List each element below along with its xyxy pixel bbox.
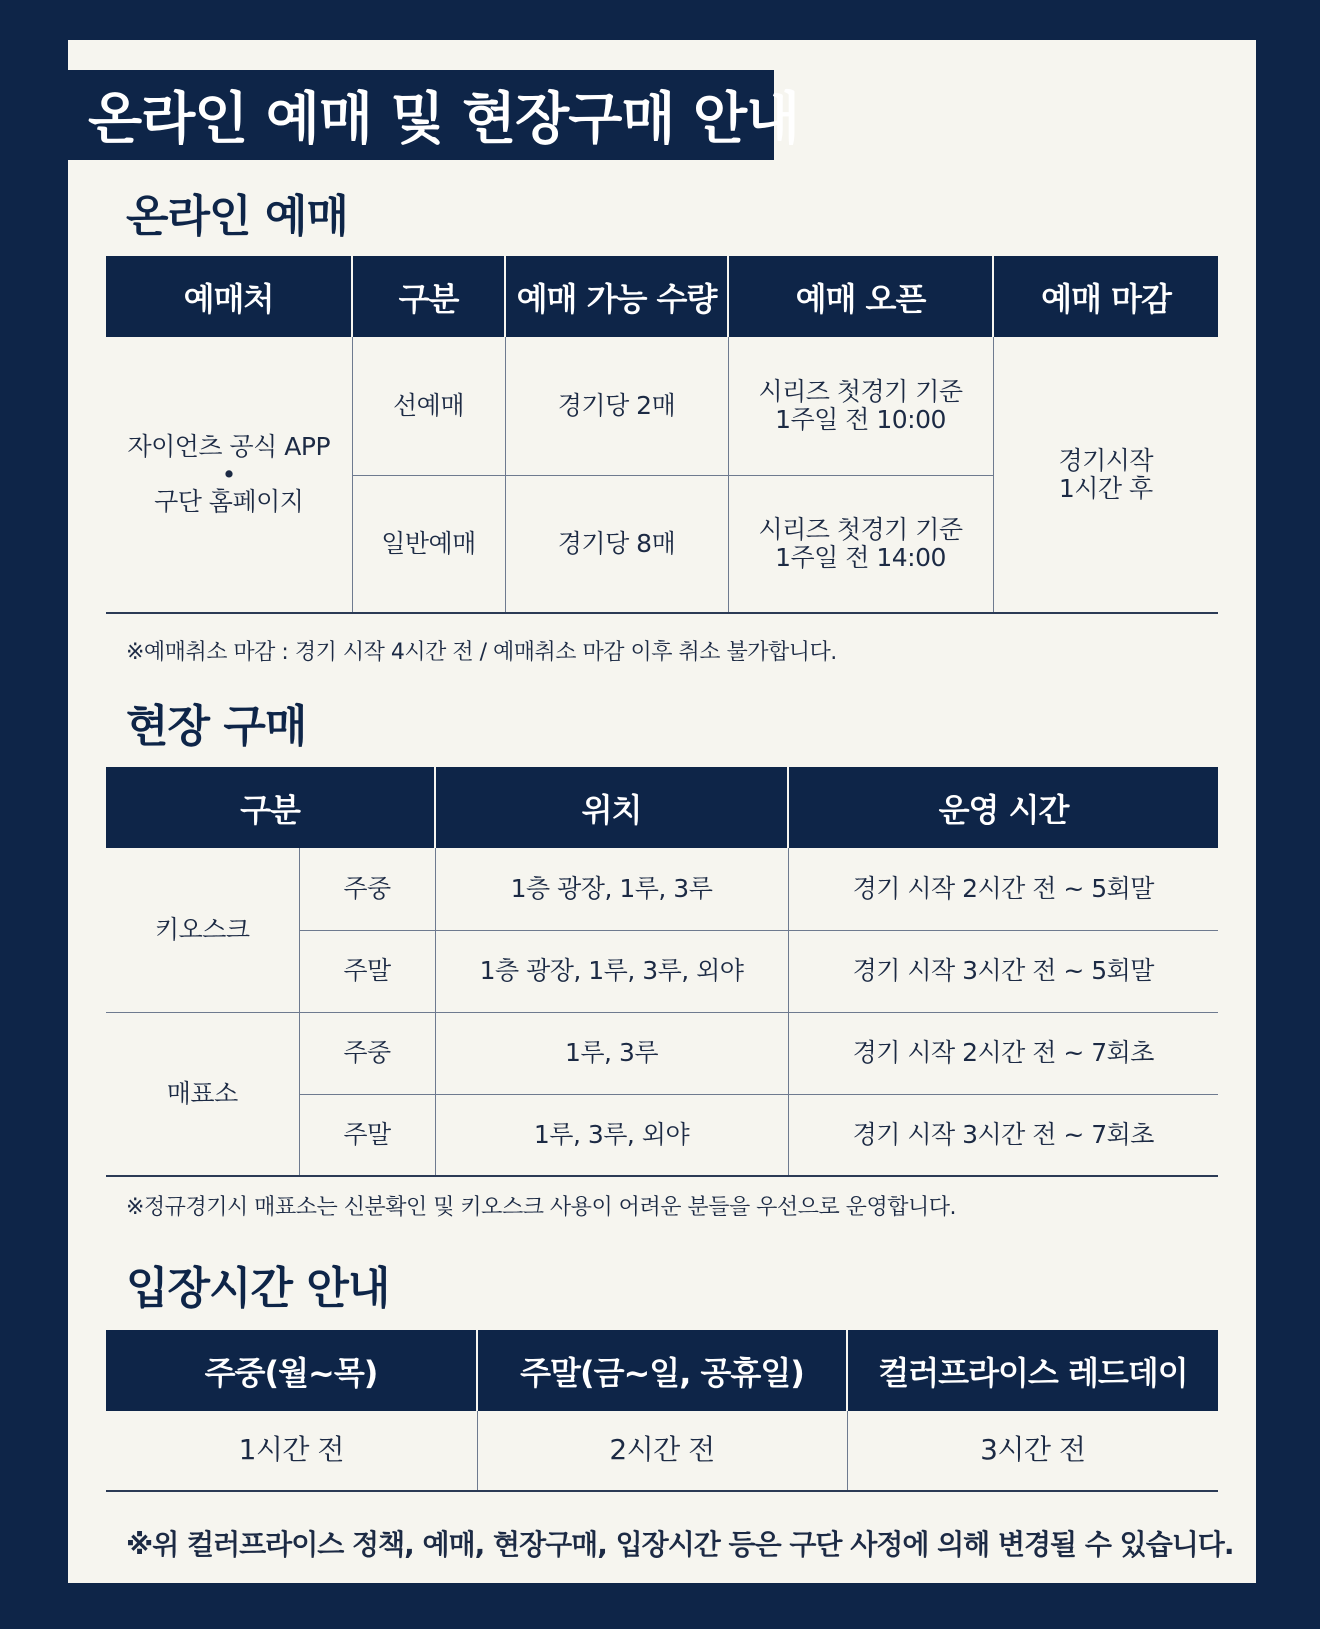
header-open: 예매 오픈 bbox=[728, 256, 993, 337]
header-vendor: 예매처 bbox=[106, 256, 352, 337]
header-quantity: 예매 가능 수량 bbox=[505, 256, 728, 337]
header-weekday: 주중(월~목) bbox=[106, 1330, 477, 1411]
kiosk-group: 키오스크 bbox=[154, 914, 250, 944]
table-row bbox=[106, 848, 1218, 930]
entry-header-row bbox=[106, 1330, 1218, 1411]
close-cell bbox=[993, 337, 1218, 613]
header-redday: 컬러프라이스 레드데이 bbox=[847, 1330, 1218, 1411]
general-open bbox=[728, 475, 993, 613]
hours-cell: 경기 시작 3시간 전 ~ 5회말 bbox=[788, 930, 1218, 1012]
table-row bbox=[106, 337, 1218, 475]
header-hours: 운영 시간 bbox=[788, 767, 1218, 848]
footer-note: ※위 컬러프라이스 정책, 예매, 현장구매, 입장시간 등은 구단 사정에 의해 변경될 수 있습니다. bbox=[126, 1528, 1234, 1561]
day-cell: 주중 bbox=[299, 1012, 435, 1094]
header-category: 구분 bbox=[106, 767, 435, 848]
location-cell: 1루, 3루 bbox=[435, 1012, 788, 1094]
entry-section-title: 입장시간 안내 bbox=[126, 1263, 390, 1314]
location-cell: 1층 광장, 1루, 3루, 외야 bbox=[435, 930, 788, 1012]
redday-entry: 3시간 전 bbox=[847, 1411, 1218, 1491]
header-type: 구분 bbox=[352, 256, 505, 337]
online-section-title: 온라인 예매 bbox=[126, 191, 348, 242]
entry-table bbox=[106, 1330, 1218, 1492]
day-cell: 주중 bbox=[299, 848, 435, 930]
location-cell: 1루, 3루, 외야 bbox=[435, 1094, 788, 1176]
onsite-table bbox=[106, 767, 1218, 1177]
presale-type: 선예매 bbox=[352, 337, 505, 475]
ticket-office-group: 매표소 bbox=[106, 1012, 299, 1176]
onsite-note: ※정규경기시 매표소는 신분확인 및 키오스크 사용이 어려운 분들을 우선으로 운영합니다. bbox=[126, 1195, 956, 1220]
general-qty: 경기당 8매 bbox=[505, 475, 728, 613]
header-location: 위치 bbox=[435, 767, 788, 848]
general-type: 일반예매 bbox=[352, 475, 505, 613]
close-line2: 1시간 후 bbox=[1058, 473, 1153, 503]
vendor-homepage: 구단 홈페이지 bbox=[154, 487, 304, 517]
location-cell: 1층 광장, 1루, 3루 bbox=[435, 848, 788, 930]
weekday-entry: 1시간 전 bbox=[238, 1433, 344, 1467]
presale-open-line1: 시리즈 첫경기 기준 bbox=[758, 377, 963, 407]
hours-cell: 경기 시작 3시간 전 ~ 7회초 bbox=[788, 1094, 1218, 1176]
weekend-entry: 2시간 전 bbox=[477, 1411, 847, 1491]
table-row bbox=[106, 1411, 1218, 1491]
online-header-row bbox=[106, 256, 1218, 337]
header-weekend: 주말(금~일, 공휴일) bbox=[477, 1330, 847, 1411]
vendor-app: 자이언츠 공식 APP bbox=[127, 432, 331, 462]
vendor-cell bbox=[106, 337, 352, 613]
hours-cell: 경기 시작 2시간 전 ~ 5회말 bbox=[788, 848, 1218, 930]
close-line1: 경기시작 bbox=[1058, 446, 1154, 475]
general-open-line1: 시리즈 첫경기 기준 bbox=[758, 515, 963, 545]
online-note: ※예매취소 마감 : 경기 시작 4시간 전 / 예매취소 마감 이후 취소 불가합니다. bbox=[126, 640, 837, 665]
presale-qty: 경기당 2매 bbox=[505, 337, 728, 475]
hours-cell: 경기 시작 2시간 전 ~ 7회초 bbox=[788, 1012, 1218, 1094]
presale-open bbox=[728, 337, 993, 475]
table-row bbox=[106, 1012, 1218, 1094]
info-card bbox=[68, 40, 1256, 1583]
header-close: 예매 마감 bbox=[993, 256, 1218, 337]
day-cell: 주말 bbox=[299, 1094, 435, 1176]
onsite-header-row bbox=[106, 767, 1218, 848]
online-table bbox=[106, 256, 1218, 614]
bullet-icon: • bbox=[221, 459, 236, 489]
presale-open-line2: 1주일 전 10:00 bbox=[775, 404, 946, 434]
general-open-line2: 1주일 전 14:00 bbox=[775, 542, 946, 572]
day-cell: 주말 bbox=[299, 930, 435, 1012]
page-title: 온라인 예매 및 현장구매 안내 bbox=[68, 70, 774, 160]
onsite-section-title: 현장 구매 bbox=[126, 701, 307, 752]
